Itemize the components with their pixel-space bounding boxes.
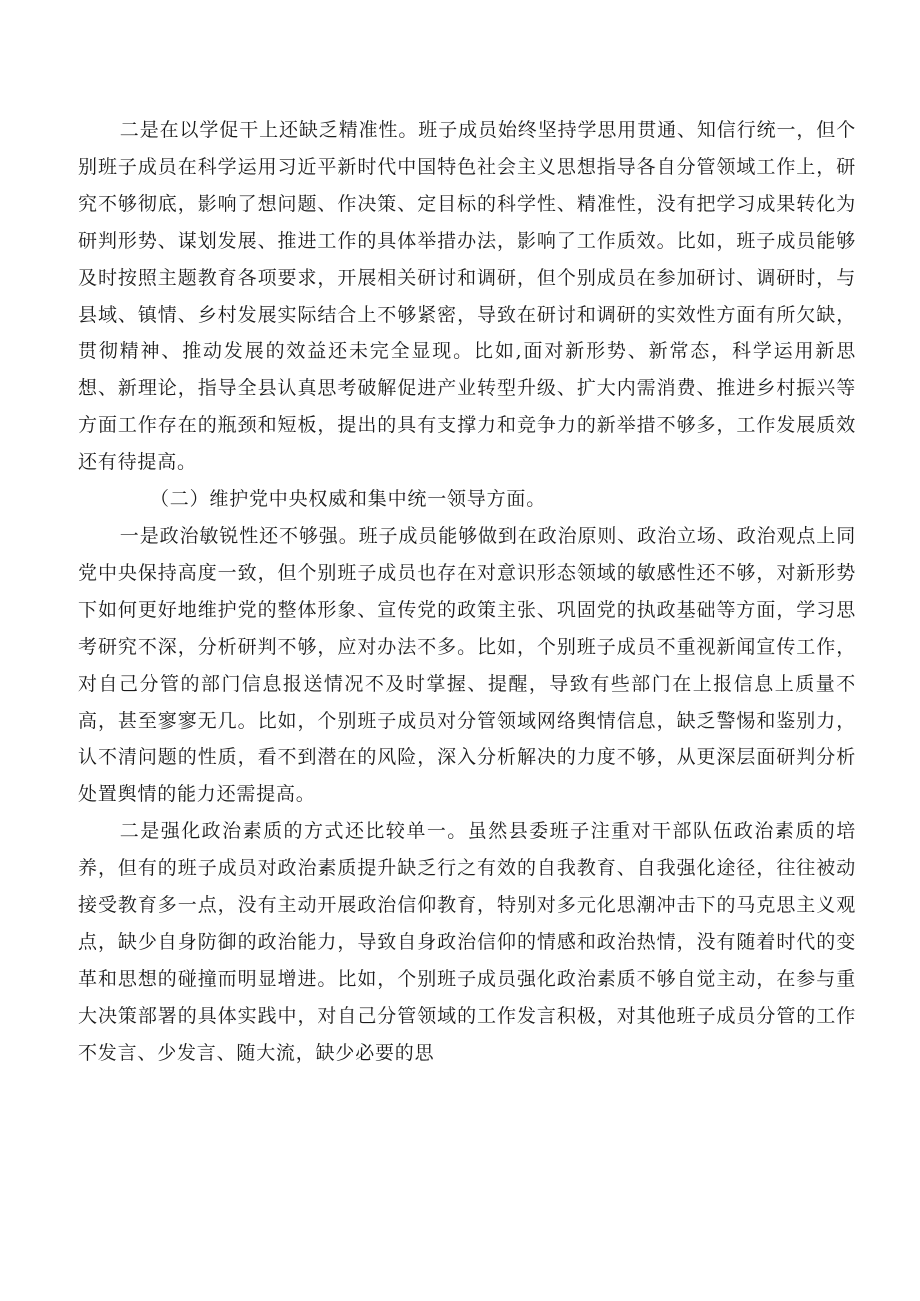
section-heading-party-authority: （二）维护党中央权威和集中统一领导方面。: [150, 488, 547, 511]
paragraph-political-quality: 二是强化政治素质的方式还比较单一。虽然县委班子注重对干部队伍政治素质的培养，但有的班子成员对政治素质提升缺乏行之有效的自我教育、自我强化途径，往往被动接受教育多一点，没有主动开展政治信仰教育，特别对多元化思潮冲击下的马克思主义观点，缺少自身防御的政治能力，导致自身政治信仰的情感和政治热情，没有随着时代的变革和思想的碰撞而明显增进。比如，个别班子成员强化政治素质不够自觉主动，在参与重大决策部署的具体实践中，对自己分管领域的工作发言积极，对其他班子成员分管的工作不发言、少发言、随大流，缺少必要的思: [78, 820, 856, 1064]
paragraph-learning-precision: 二是在以学促干上还缺乏精准性。班子成员始终坚持学思用贯通、知信行统一，但个别班子成员在科学运用习近平新时代中国特色社会主义思想指导各自分管领域工作上，研究不够彻底，影响了想问题、作决策、定目标的科学性、精准性，没有把学习成果转化为研判形势、谋划发展、推进工作的具体举措办法，影响了工作质效。比如，班子成员能够及时按照主题教育各项要求，开展相关研讨和调研，但个别成员在参加研讨、调研时，与县域、镇情、乡村发展实际结合上不够紧密，导致在研讨和调研的实效性方面有所欠缺，贯彻精神、推动发展的效益还未完全显现。比如,面对新形势、新常态，科学运用新思想、新理论，指导全县认真思考破解促进产业转型升级、扩大内需消费、推进乡村振兴等方面工作存在的瓶颈和短板，提出的具有支撑力和竞争力的新举措不够多，工作发展质效还有待提高。: [78, 119, 856, 474]
paragraph-political-sensitivity: 一是政治敏锐性还不够强。班子成员能够做到在政治原则、政治立场、政治观点上同党中央保持高度一致，但个别班子成员也存在对意识形态领域的敏感性还不够，对新形势下如何更好地维护党的整体形象、宣传党的政策主张、巩固党的执政基础等方面，学习思考研究不深，分析研判不够，应对办法不多。比如，个别班子成员不重视新闻宣传工作，对自己分管的部门信息报送情况不及时掌握、提醒，导致有些部门在上报信息上质量不高，甚至寥寥无几。比如，个别班子成员对分管领域网络舆情信息，缺乏警惕和鉴别力，认不清问题的性质，看不到潜在的风险，深入分析解决的力度不够，从更深层面研判分析处置舆情的能力还需提高。: [78, 524, 856, 806]
document-body: [78, 112, 856, 1072]
